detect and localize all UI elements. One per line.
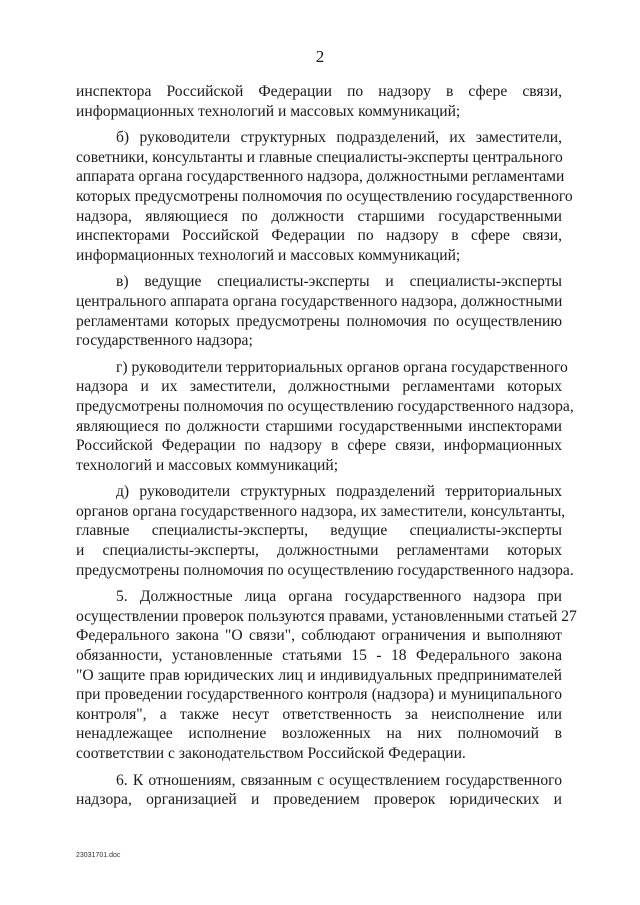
text-line: и специалисты-эксперты, должностными регламентами которых bbox=[76, 542, 562, 560]
text-line: 6. К отношениям, связанным с осуществлением государственного bbox=[116, 771, 562, 789]
text-line: ненадлежащее исполнение возложенных на них полномочий в bbox=[76, 725, 562, 743]
text-line: органов органа государственного надзора, их заместители, консультанты, bbox=[76, 502, 566, 520]
text-line: регламентами которых предусмотрены полномочия по осуществлению bbox=[76, 312, 562, 330]
text-line: соответствии с законодательством Российской Федерации. bbox=[76, 745, 466, 762]
paragraph bbox=[76, 272, 562, 350]
text-line: контроля", а также несут ответственность за неисполнение или bbox=[76, 705, 562, 723]
text-line: являющиеся по должности старшими государственными инспекторами bbox=[76, 417, 562, 435]
text-line: Российской Федерации по надзору в сфере связи, информационных bbox=[76, 437, 562, 455]
text-line: технологий и массовых коммуникаций; bbox=[76, 456, 339, 474]
paragraph-gap bbox=[76, 764, 562, 771]
text-line: д) руководители структурных подразделений территориальных bbox=[116, 483, 562, 501]
text-line: предусмотрены полномочия по осуществлению государственного надзора, bbox=[76, 397, 574, 415]
paragraph-gap bbox=[76, 351, 562, 358]
document-body bbox=[76, 82, 577, 810]
text-line: которых предусмотрены полномочия по осуществлению государственного bbox=[76, 187, 573, 205]
paragraph-gap bbox=[76, 580, 562, 587]
text-line: аппарата органа государственного надзора, должностными регламентами bbox=[76, 168, 565, 186]
text-line: 5. Должностные лица органа государственного надзора при bbox=[116, 588, 562, 606]
paragraph bbox=[76, 128, 573, 265]
text-line: государственного надзора; bbox=[76, 332, 253, 350]
text-line: инспекторами Российской Федерации по надзору в сфере связи, bbox=[76, 227, 562, 245]
text-line: "О защите прав юридических лиц и индивидуальных предпринимателей bbox=[76, 666, 562, 684]
text-line: информационных технологий и массовых коммуникаций; bbox=[76, 246, 461, 264]
page-number: 2 bbox=[315, 47, 325, 66]
paragraph bbox=[76, 358, 574, 476]
text-line: предусмотрены полномочия по осуществлению государственного надзора. bbox=[76, 561, 574, 579]
document-file-name: 23031701.doc bbox=[76, 852, 121, 859]
text-line: в) ведущие специалисты-эксперты и специалисты-эксперты bbox=[116, 273, 562, 291]
paragraph bbox=[76, 587, 577, 763]
text-line: Федерального закона "О связи", соблюдают ограничения и выполняют bbox=[76, 627, 562, 645]
paragraph-gap bbox=[76, 265, 562, 272]
text-line: надзора и их заместители, должностными регламентами которых bbox=[76, 378, 562, 396]
text-line: обязанности, установленные статьями 15 - 18 Федерального закона bbox=[76, 647, 562, 665]
paragraph-gap bbox=[76, 475, 562, 482]
text-line: инспектора Российской Федерации по надзору в сфере связи, bbox=[76, 83, 562, 100]
paragraph bbox=[76, 82, 562, 121]
paragraph bbox=[76, 482, 574, 580]
text-line: надзора, организацией и проведением проверок юридических и bbox=[76, 791, 562, 809]
text-line: б) руководители структурных подразделений, их заместители, bbox=[116, 129, 562, 147]
text-line: надзора, являющиеся по должности старшими государственными bbox=[76, 207, 562, 225]
text-line: советники, консультанты и главные специалисты-эксперты центрального bbox=[76, 148, 563, 166]
text-line: г) руководители территориальных органов органа государственного bbox=[116, 358, 568, 376]
text-line: осуществлении проверок пользуются правами, установленными статьей 27 bbox=[76, 607, 577, 625]
paragraph-gap bbox=[76, 121, 562, 128]
text-line: информационных технологий и массовых коммуникаций; bbox=[76, 102, 461, 120]
paragraph bbox=[76, 771, 562, 810]
text-line: центрального аппарата органа государственного надзора, должностными bbox=[76, 292, 563, 310]
text-line: главные специалисты-эксперты, ведущие специалисты-эксперты bbox=[76, 522, 562, 540]
text-line: при проведении государственного контроля (надзора) и муниципального bbox=[76, 686, 562, 704]
